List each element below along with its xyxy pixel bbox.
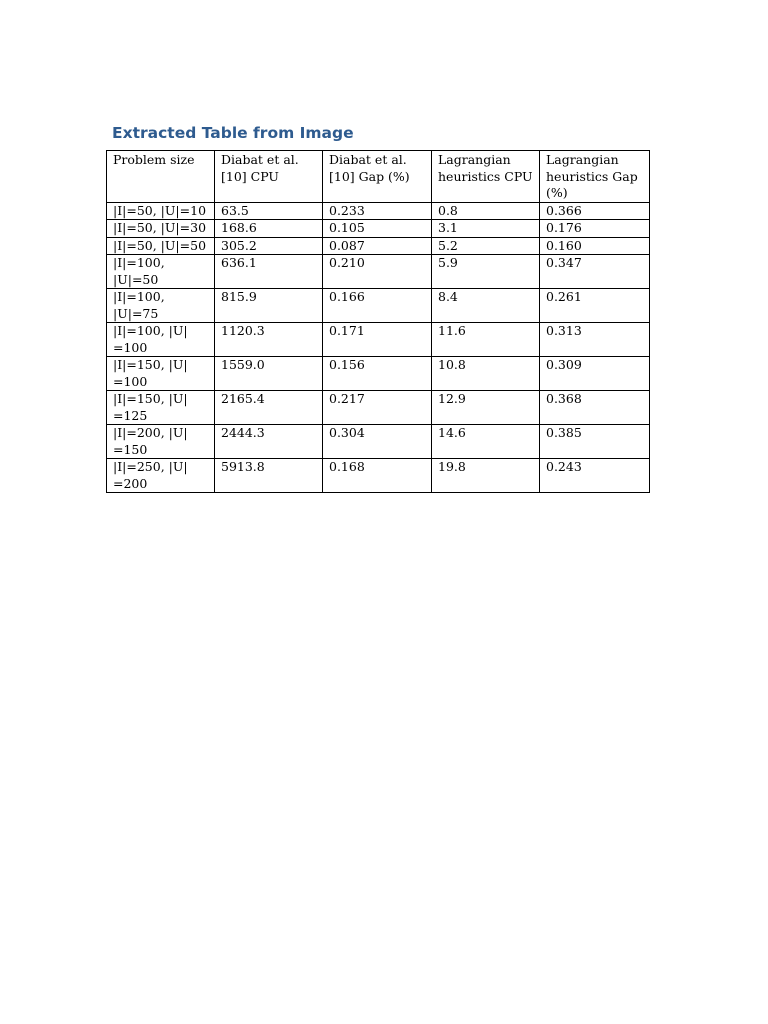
cell-lagrangian-gap: 0.176 (540, 220, 650, 238)
table-row (107, 220, 650, 238)
cell-lagrangian-cpu: 14.6 (432, 425, 540, 459)
cell-lagrangian-gap: 0.160 (540, 237, 650, 255)
cell-diabat-gap: 0.171 (323, 323, 432, 357)
cell-diabat-cpu: 2165.4 (215, 391, 323, 425)
table-header-row (107, 151, 650, 203)
cell-lagrangian-gap: 0.368 (540, 391, 650, 425)
cell-problem-size: |I|=100, |U|=75 (107, 289, 215, 323)
cell-diabat-gap: 0.233 (323, 202, 432, 220)
cell-lagrangian-gap: 0.261 (540, 289, 650, 323)
cell-diabat-gap: 0.304 (323, 425, 432, 459)
cell-problem-size: |I|=200, |U| =150 (107, 425, 215, 459)
cell-lagrangian-gap: 0.243 (540, 459, 650, 493)
cell-diabat-cpu: 63.5 (215, 202, 323, 220)
table-row (107, 202, 650, 220)
cell-diabat-cpu: 168.6 (215, 220, 323, 238)
header-diabat-gap: Diabat et al. [10] Gap (%) (323, 151, 432, 203)
cell-diabat-cpu: 5913.8 (215, 459, 323, 493)
table-row (107, 425, 650, 459)
table-row (107, 391, 650, 425)
cell-lagrangian-gap: 0.385 (540, 425, 650, 459)
cell-diabat-gap: 0.087 (323, 237, 432, 255)
cell-lagrangian-cpu: 5.2 (432, 237, 540, 255)
cell-diabat-cpu: 2444.3 (215, 425, 323, 459)
cell-diabat-gap: 0.156 (323, 357, 432, 391)
header-diabat-cpu: Diabat et al. [10] CPU (215, 151, 323, 203)
cell-diabat-gap: 0.210 (323, 255, 432, 289)
table-row (107, 255, 650, 289)
cell-problem-size: |I|=50, |U|=30 (107, 220, 215, 238)
cell-lagrangian-cpu: 8.4 (432, 289, 540, 323)
cell-lagrangian-cpu: 12.9 (432, 391, 540, 425)
cell-diabat-gap: 0.217 (323, 391, 432, 425)
table-row (107, 459, 650, 493)
cell-lagrangian-gap: 0.347 (540, 255, 650, 289)
cell-lagrangian-gap: 0.313 (540, 323, 650, 357)
cell-lagrangian-cpu: 0.8 (432, 202, 540, 220)
cell-problem-size: |I|=50, |U|=10 (107, 202, 215, 220)
cell-lagrangian-cpu: 5.9 (432, 255, 540, 289)
page-title: Extracted Table from Image (112, 124, 354, 142)
cell-problem-size: |I|=50, |U|=50 (107, 237, 215, 255)
cell-lagrangian-gap: 0.309 (540, 357, 650, 391)
cell-problem-size: |I|=150, |U| =100 (107, 357, 215, 391)
cell-lagrangian-gap: 0.366 (540, 202, 650, 220)
header-lagrangian-cpu: Lagrangian heuristics CPU (432, 151, 540, 203)
cell-lagrangian-cpu: 3.1 (432, 220, 540, 238)
cell-diabat-cpu: 1120.3 (215, 323, 323, 357)
table-row (107, 357, 650, 391)
cell-problem-size: |I|=250, |U| =200 (107, 459, 215, 493)
cell-diabat-gap: 0.105 (323, 220, 432, 238)
header-problem-size: Problem size (107, 151, 215, 203)
table-row (107, 323, 650, 357)
cell-diabat-cpu: 305.2 (215, 237, 323, 255)
cell-diabat-cpu: 636.1 (215, 255, 323, 289)
table-row (107, 289, 650, 323)
table-row (107, 237, 650, 255)
cell-lagrangian-cpu: 10.8 (432, 357, 540, 391)
results-table (106, 150, 650, 493)
cell-diabat-gap: 0.166 (323, 289, 432, 323)
header-lagrangian-gap: Lagrangian heuristics Gap (%) (540, 151, 650, 203)
cell-problem-size: |I|=100, |U|=50 (107, 255, 215, 289)
cell-diabat-gap: 0.168 (323, 459, 432, 493)
cell-lagrangian-cpu: 19.8 (432, 459, 540, 493)
cell-diabat-cpu: 1559.0 (215, 357, 323, 391)
cell-lagrangian-cpu: 11.6 (432, 323, 540, 357)
cell-problem-size: |I|=100, |U| =100 (107, 323, 215, 357)
cell-problem-size: |I|=150, |U| =125 (107, 391, 215, 425)
cell-diabat-cpu: 815.9 (215, 289, 323, 323)
